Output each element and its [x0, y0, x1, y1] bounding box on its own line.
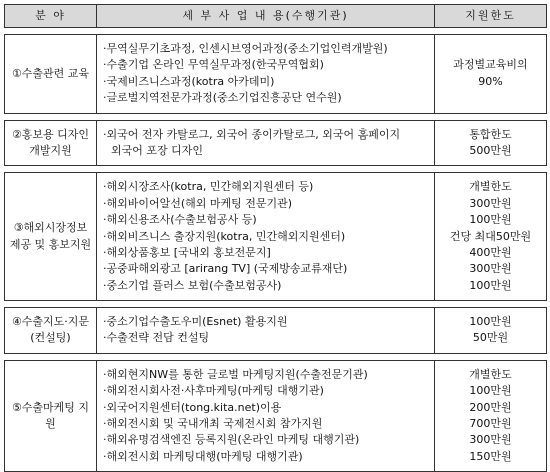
limit-value: 300만원: [469, 433, 512, 447]
list-item: ·해외신용조사(수출보험공사 등): [103, 213, 257, 227]
section-category: ③해외시장정보제공 및 홍보지원: [5, 173, 97, 301]
limit-value: 50만원: [472, 331, 509, 345]
list-item: ·글로벌지역전문가과정(중소기업진흥공단 연수원): [103, 91, 342, 105]
section-category: ②홍보용 디자인 개발지원: [5, 120, 97, 166]
limit-value: 300만원: [469, 262, 512, 276]
limit-value: 100만원: [469, 278, 512, 292]
section-items: [97, 120, 435, 166]
section-row-consulting: [5, 308, 547, 354]
list-item: ·해외전시회 마케팅대행(마케팅 대행기관): [103, 449, 303, 463]
limit-value: 90%: [478, 74, 503, 88]
support-program-table: [4, 4, 547, 472]
header-limit: 지원한도: [435, 5, 547, 28]
section-items: [97, 360, 435, 471]
section-items: [97, 308, 435, 354]
limit-value: 100만원: [469, 315, 512, 329]
section-limit: [435, 360, 547, 471]
section-row-market-info: [5, 173, 547, 301]
limit-value: 건당 최대50만원: [449, 229, 532, 243]
section-items: [97, 173, 435, 301]
list-item: ·국제비즈니스과정(kotra 아카데미): [103, 74, 275, 88]
limit-value: 300만원: [469, 196, 512, 210]
row-gap: [5, 353, 547, 360]
section-category: ①수출관련 교육: [5, 35, 97, 114]
limit-value: 700만원: [469, 417, 512, 431]
section-limit: [435, 308, 547, 354]
row-gap: [5, 113, 547, 120]
list-item: ·무역실무기초과정, 인센시브영어과정(중소기업인력개발원): [103, 42, 388, 55]
section-row-design: [5, 120, 547, 166]
limit-value: 200만원: [469, 400, 512, 414]
list-item: ·해외시장조사(kotra, 민간해외지원센터 등): [103, 180, 314, 194]
list-item: ·해외전시회사전·사후마케팅(마케팅 대행기관): [103, 384, 324, 398]
list-item: ·수출기업 온라인 무역실무과정(한국무역협회): [103, 58, 324, 72]
limit-value: 통합한도: [469, 127, 512, 141]
list-item: ·외국어 전자 카탈로그, 외국어 종이카탈로그, 외국어 홈페이지: [103, 127, 401, 141]
list-item: ·해외상품홍보 [국내외 홍보전문지]: [103, 245, 271, 259]
section-limit: [435, 35, 547, 114]
list-item: ·외국어지원센터(tong.kita.net)이용: [103, 400, 282, 414]
row-gap: [5, 301, 547, 308]
section-row-marketing: [5, 360, 547, 471]
list-item: ·해외현지NW를 통한 글로벌 마케팅지원(수출전문기관): [103, 367, 368, 381]
list-item: ·중소기업 플러스 보험(수출보험공사): [103, 278, 282, 292]
section-limit: [435, 120, 547, 166]
limit-value: 과정별교육비의: [453, 58, 528, 72]
list-item: 외국어 포장 디자인: [111, 143, 204, 157]
row-gap: [5, 28, 547, 35]
section-category: ⑤수출마케팅 지원: [5, 360, 97, 471]
section-limit: [435, 173, 547, 301]
limit-value: 500만원: [469, 143, 512, 157]
limit-value: 100만원: [469, 213, 512, 227]
row-gap: [5, 166, 547, 173]
list-item: ·공중파해외광고 [arirang TV] (국제방송교류재단): [103, 262, 348, 276]
limit-value: 400만원: [469, 245, 512, 259]
section-category: ④수출지도·지문(컨설팅): [5, 308, 97, 354]
table-header-row: [5, 5, 547, 28]
list-item: ·해외비즈니스 출장지원(kotra, 민간해외지원센터): [103, 229, 346, 243]
limit-value: 100만원: [469, 384, 512, 398]
section-row-education: [5, 35, 547, 114]
limit-value: 150만원: [469, 449, 512, 463]
list-item: ·해외유명검색엔진 등록지원(온라인 마케팅 대행기관): [103, 433, 360, 447]
limit-value: 개별한도: [469, 180, 512, 194]
header-details: 세 부 사 업 내 용(수행기관): [97, 5, 435, 28]
list-item: ·해외전시회 및 국내개최 국제전시회 참가지원: [103, 417, 323, 431]
list-item: ·중소기업수출도우미(Esnet) 활용지원: [103, 315, 288, 329]
list-item: ·수출전략 전담 컨설팅: [103, 331, 210, 345]
list-item: ·해외바이어알선(해외 마케팅 전문기관): [103, 196, 293, 210]
header-category: 분 야: [5, 5, 97, 28]
section-items: [97, 35, 435, 114]
limit-value: 개별한도: [469, 367, 512, 381]
